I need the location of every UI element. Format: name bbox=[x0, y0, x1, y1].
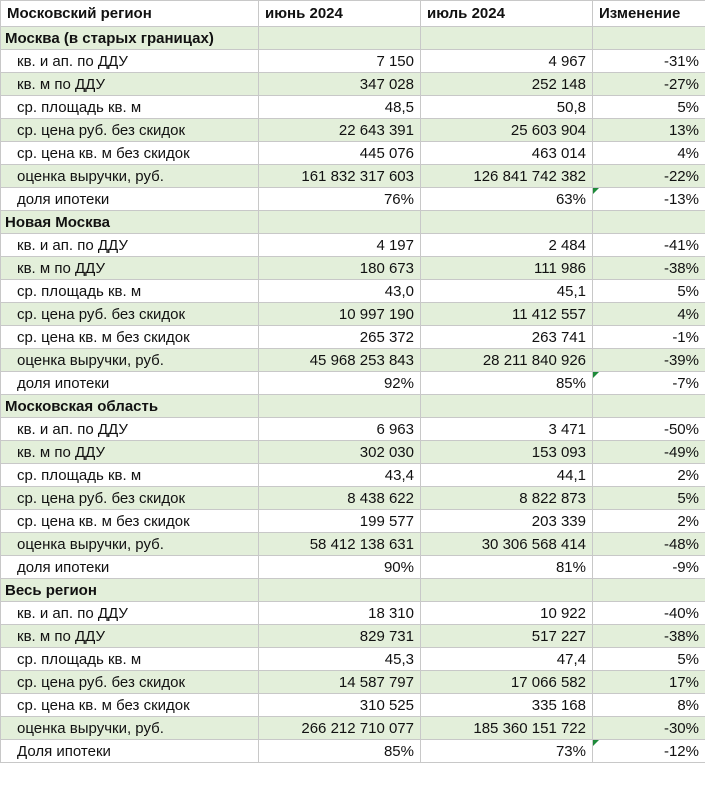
section-header-row bbox=[1, 395, 705, 418]
change-value: 4% bbox=[593, 142, 705, 165]
row-label: ср. цена руб. без скидок bbox=[1, 303, 259, 326]
july-value: 44,1 bbox=[421, 464, 593, 487]
table-row bbox=[1, 625, 705, 648]
june-value: 266 212 710 077 bbox=[259, 717, 421, 740]
july-value: 463 014 bbox=[421, 142, 593, 165]
row-label: кв. и ап. по ДДУ bbox=[1, 234, 259, 257]
row-label: доля ипотеки bbox=[1, 188, 259, 211]
july-value: 30 306 568 414 bbox=[421, 533, 593, 556]
table-row bbox=[1, 303, 705, 326]
table-row bbox=[1, 464, 705, 487]
june-value: 445 076 bbox=[259, 142, 421, 165]
table-row bbox=[1, 510, 705, 533]
table-row bbox=[1, 671, 705, 694]
change-value: 5% bbox=[593, 280, 705, 303]
row-label: оценка выручки, руб. bbox=[1, 717, 259, 740]
row-label: кв. и ап. по ДДУ bbox=[1, 418, 259, 441]
change-value: -27% bbox=[593, 73, 705, 96]
table-row bbox=[1, 372, 705, 395]
row-label: кв. и ап. по ДДУ bbox=[1, 602, 259, 625]
section-empty-cell bbox=[421, 395, 593, 418]
june-value: 22 643 391 bbox=[259, 119, 421, 142]
section-title: Весь регион bbox=[1, 579, 259, 602]
section-empty-cell bbox=[259, 27, 421, 50]
change-value: -12% bbox=[593, 740, 705, 763]
change-value: -9% bbox=[593, 556, 705, 579]
section-empty-cell bbox=[421, 27, 593, 50]
change-value: -40% bbox=[593, 602, 705, 625]
table-row bbox=[1, 142, 705, 165]
change-value: -39% bbox=[593, 349, 705, 372]
row-label: Доля ипотеки bbox=[1, 740, 259, 763]
row-label: ср. площадь кв. м bbox=[1, 96, 259, 119]
section-empty-cell bbox=[593, 395, 705, 418]
july-value: 126 841 742 382 bbox=[421, 165, 593, 188]
june-value: 265 372 bbox=[259, 326, 421, 349]
table-row bbox=[1, 740, 705, 763]
july-value: 45,1 bbox=[421, 280, 593, 303]
change-value: -7% bbox=[593, 372, 705, 395]
june-value: 45,3 bbox=[259, 648, 421, 671]
july-value: 185 360 151 722 bbox=[421, 717, 593, 740]
change-value: 5% bbox=[593, 648, 705, 671]
july-value: 81% bbox=[421, 556, 593, 579]
change-value: 8% bbox=[593, 694, 705, 717]
row-label: оценка выручки, руб. bbox=[1, 165, 259, 188]
row-label: ср. цена руб. без скидок bbox=[1, 487, 259, 510]
change-value: -30% bbox=[593, 717, 705, 740]
change-value: -38% bbox=[593, 257, 705, 280]
table-row bbox=[1, 96, 705, 119]
table-row bbox=[1, 694, 705, 717]
row-label: оценка выручки, руб. bbox=[1, 533, 259, 556]
july-value: 263 741 bbox=[421, 326, 593, 349]
row-label: кв. и ап. по ДДУ bbox=[1, 50, 259, 73]
table-row bbox=[1, 487, 705, 510]
header-row bbox=[1, 1, 705, 27]
july-value: 25 603 904 bbox=[421, 119, 593, 142]
table-row bbox=[1, 556, 705, 579]
change-value: 2% bbox=[593, 464, 705, 487]
july-value: 85% bbox=[421, 372, 593, 395]
june-value: 18 310 bbox=[259, 602, 421, 625]
section-empty-cell bbox=[593, 27, 705, 50]
july-value: 111 986 bbox=[421, 257, 593, 280]
section-empty-cell bbox=[259, 395, 421, 418]
july-value: 73% bbox=[421, 740, 593, 763]
table-row bbox=[1, 188, 705, 211]
section-title: Московская область bbox=[1, 395, 259, 418]
row-label: ср. цена кв. м без скидок bbox=[1, 694, 259, 717]
change-value: -49% bbox=[593, 441, 705, 464]
june-value: 8 438 622 bbox=[259, 487, 421, 510]
row-label: кв. м по ДДУ bbox=[1, 257, 259, 280]
table-row bbox=[1, 717, 705, 740]
section-header-row bbox=[1, 579, 705, 602]
change-value: -41% bbox=[593, 234, 705, 257]
june-value: 43,4 bbox=[259, 464, 421, 487]
june-value: 43,0 bbox=[259, 280, 421, 303]
june-value: 180 673 bbox=[259, 257, 421, 280]
table-body bbox=[1, 27, 705, 763]
june-value: 14 587 797 bbox=[259, 671, 421, 694]
table-row bbox=[1, 648, 705, 671]
july-value: 203 339 bbox=[421, 510, 593, 533]
june-value: 4 197 bbox=[259, 234, 421, 257]
row-label: ср. цена руб. без скидок bbox=[1, 671, 259, 694]
june-value: 161 832 317 603 bbox=[259, 165, 421, 188]
change-value: 13% bbox=[593, 119, 705, 142]
july-value: 8 822 873 bbox=[421, 487, 593, 510]
table-row bbox=[1, 602, 705, 625]
header-july: июль 2024 bbox=[421, 1, 593, 27]
header-june: июнь 2024 bbox=[259, 1, 421, 27]
section-empty-cell bbox=[421, 579, 593, 602]
row-label: доля ипотеки bbox=[1, 556, 259, 579]
section-empty-cell bbox=[259, 579, 421, 602]
june-value: 90% bbox=[259, 556, 421, 579]
june-value: 7 150 bbox=[259, 50, 421, 73]
change-value: 2% bbox=[593, 510, 705, 533]
table-row bbox=[1, 326, 705, 349]
row-label: ср. цена кв. м без скидок bbox=[1, 510, 259, 533]
header-region: Московский регион bbox=[1, 1, 259, 27]
july-value: 4 967 bbox=[421, 50, 593, 73]
july-value: 2 484 bbox=[421, 234, 593, 257]
section-empty-cell bbox=[593, 579, 705, 602]
table-row bbox=[1, 441, 705, 464]
june-value: 92% bbox=[259, 372, 421, 395]
june-value: 48,5 bbox=[259, 96, 421, 119]
section-empty-cell bbox=[421, 211, 593, 234]
table-row bbox=[1, 50, 705, 73]
row-label: ср. цена руб. без скидок bbox=[1, 119, 259, 142]
july-value: 63% bbox=[421, 188, 593, 211]
july-value: 47,4 bbox=[421, 648, 593, 671]
section-header-row bbox=[1, 27, 705, 50]
section-header-row bbox=[1, 211, 705, 234]
june-value: 302 030 bbox=[259, 441, 421, 464]
table-row bbox=[1, 280, 705, 303]
june-value: 347 028 bbox=[259, 73, 421, 96]
june-value: 10 997 190 bbox=[259, 303, 421, 326]
change-value: -48% bbox=[593, 533, 705, 556]
section-empty-cell bbox=[593, 211, 705, 234]
section-title: Москва (в старых границах) bbox=[1, 27, 259, 50]
row-label: ср. площадь кв. м bbox=[1, 280, 259, 303]
june-value: 829 731 bbox=[259, 625, 421, 648]
table-row bbox=[1, 73, 705, 96]
july-value: 50,8 bbox=[421, 96, 593, 119]
row-label: доля ипотеки bbox=[1, 372, 259, 395]
row-label: кв. м по ДДУ bbox=[1, 625, 259, 648]
june-value: 199 577 bbox=[259, 510, 421, 533]
june-value: 85% bbox=[259, 740, 421, 763]
change-value: 4% bbox=[593, 303, 705, 326]
table-row bbox=[1, 234, 705, 257]
section-empty-cell bbox=[259, 211, 421, 234]
table-row bbox=[1, 257, 705, 280]
row-label: кв. м по ДДУ bbox=[1, 441, 259, 464]
change-value: 17% bbox=[593, 671, 705, 694]
change-value: -1% bbox=[593, 326, 705, 349]
june-value: 76% bbox=[259, 188, 421, 211]
july-value: 153 093 bbox=[421, 441, 593, 464]
table-row bbox=[1, 349, 705, 372]
change-value: -22% bbox=[593, 165, 705, 188]
july-value: 252 148 bbox=[421, 73, 593, 96]
june-value: 6 963 bbox=[259, 418, 421, 441]
row-label: ср. площадь кв. м bbox=[1, 648, 259, 671]
row-label: ср. цена кв. м без скидок bbox=[1, 142, 259, 165]
june-value: 58 412 138 631 bbox=[259, 533, 421, 556]
change-value: -13% bbox=[593, 188, 705, 211]
row-label: кв. м по ДДУ bbox=[1, 73, 259, 96]
july-value: 10 922 bbox=[421, 602, 593, 625]
row-label: ср. цена кв. м без скидок bbox=[1, 326, 259, 349]
july-value: 28 211 840 926 bbox=[421, 349, 593, 372]
july-value: 11 412 557 bbox=[421, 303, 593, 326]
table-row bbox=[1, 119, 705, 142]
table-row bbox=[1, 533, 705, 556]
row-label: ср. площадь кв. м bbox=[1, 464, 259, 487]
row-label: оценка выручки, руб. bbox=[1, 349, 259, 372]
june-value: 45 968 253 843 bbox=[259, 349, 421, 372]
table-row bbox=[1, 418, 705, 441]
header-change: Изменение bbox=[593, 1, 705, 27]
table-row bbox=[1, 165, 705, 188]
change-value: -38% bbox=[593, 625, 705, 648]
july-value: 3 471 bbox=[421, 418, 593, 441]
change-value: -31% bbox=[593, 50, 705, 73]
change-value: -50% bbox=[593, 418, 705, 441]
change-value: 5% bbox=[593, 487, 705, 510]
june-value: 310 525 bbox=[259, 694, 421, 717]
july-value: 335 168 bbox=[421, 694, 593, 717]
july-value: 517 227 bbox=[421, 625, 593, 648]
section-title: Новая Москва bbox=[1, 211, 259, 234]
change-value: 5% bbox=[593, 96, 705, 119]
july-value: 17 066 582 bbox=[421, 671, 593, 694]
